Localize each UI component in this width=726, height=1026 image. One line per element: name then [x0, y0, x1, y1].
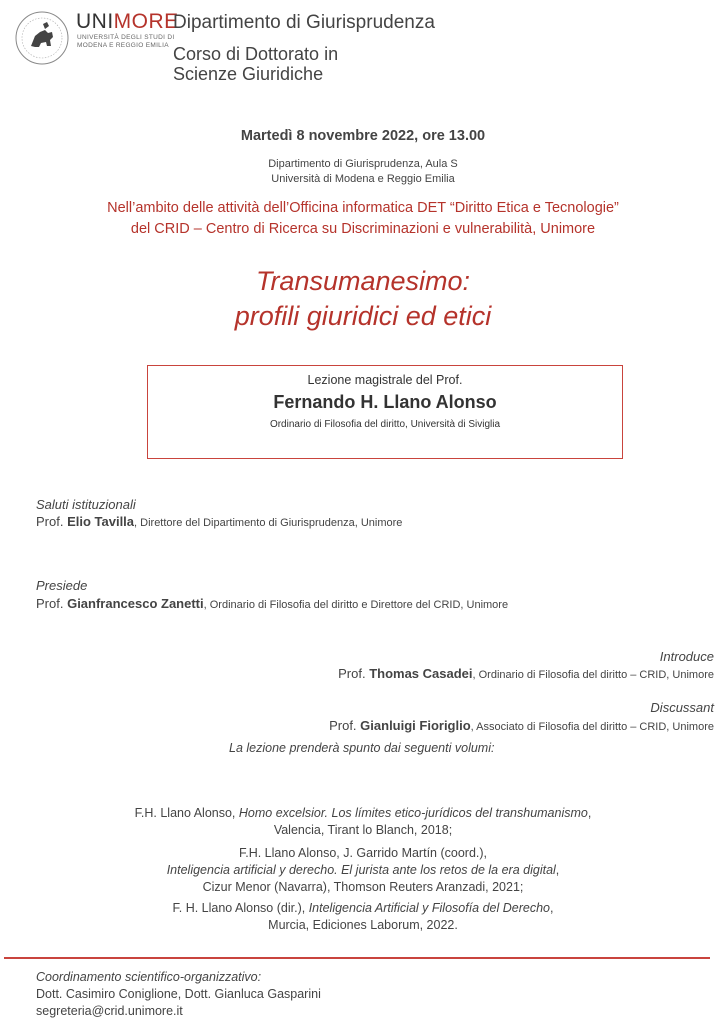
event-date: Martedì 8 novembre 2022, ore 13.00 — [240, 128, 486, 144]
discussant-person — [329, 718, 714, 733]
volume-1-end: , — [587, 806, 592, 820]
lecture-intro: Lezione magistrale del Prof. — [307, 373, 463, 387]
department-name: Dipartimento di Giurisprudenza — [173, 12, 435, 33]
volume-3-publisher: Murcia, Ediciones Laborum, 2022. — [268, 918, 458, 932]
introduce-person — [338, 666, 714, 681]
volume-1-publisher: Valencia, Tirant lo Blanch, 2018; — [273, 823, 453, 837]
volume-2-publisher: Cizur Menor (Navarra), Thomson Reuters Aranzadi, 2021; — [202, 880, 524, 894]
volume-3-author: F. H. Llano Alonso (dir.), — [172, 901, 309, 915]
course-line1: Corso di Dottorato in — [173, 44, 339, 64]
presiede-label: Presiede — [36, 578, 88, 593]
course-name — [173, 44, 338, 84]
university-seal-icon — [14, 10, 70, 66]
saluti-label: Saluti istituzionali — [36, 497, 136, 512]
introduce-name: Thomas Casadei — [369, 666, 473, 681]
saluti-person — [36, 514, 402, 529]
lecture-speaker: Fernando H. Llano Alonso — [273, 392, 497, 412]
footer-email[interactable]: segreteria@crid.unimore.it — [36, 1004, 183, 1018]
volume-3 — [0, 900, 726, 934]
unimore-logo — [76, 10, 179, 34]
footer-label: Coordinamento scientifico-organizzativo: — [36, 970, 262, 984]
saluti-prefix: Prof. — [36, 514, 68, 529]
saluti-desc: , Direttore del Dipartimento di Giurisprudenza, Unimore — [134, 517, 403, 529]
title-line1: Transumanesimo: — [255, 266, 471, 296]
footer-divider — [4, 957, 710, 959]
venue-line2: Università di Modena e Reggio Emilia — [271, 173, 455, 185]
volumes-intro: La lezione prenderà spunto dai seguenti volumi: — [229, 741, 495, 755]
volume-2-end: , — [555, 863, 560, 877]
discussant-label: Discussant — [650, 700, 714, 715]
discussant-name: Gianluigi Fioriglio — [360, 718, 471, 733]
volume-3-end: , — [550, 901, 554, 915]
presiede-desc: , Ordinario di Filosofia del diritto e Direttore del CRID, Unimore — [203, 599, 509, 611]
presiede-person — [36, 596, 508, 611]
presiede-prefix: Prof. — [36, 596, 68, 611]
logo-subtitle-line2: MODENA E REGGIO EMILIA — [77, 42, 169, 49]
introduce-prefix: Prof. — [338, 666, 370, 681]
volume-2 — [0, 845, 726, 896]
course-line2: Scienze Giuridiche — [173, 64, 324, 84]
volume-1-author: F.H. Llano Alonso, — [134, 806, 239, 820]
lecture-speaker-role: Ordinario di Filosofia del diritto, Università di Siviglia — [269, 419, 501, 430]
volume-1 — [0, 805, 726, 839]
logo-subtitle-line1: UNIVERSITÀ DEGLI STUDI DI — [77, 34, 175, 41]
context-line2: del CRID – Centro di Ricerca su Discriminazioni e vulnerabilità, Unimore — [130, 221, 596, 237]
introduce-desc: , Ordinario di Filosofia del diritto – CRID, Unimore — [472, 669, 714, 681]
discussant-desc: , Associato di Filosofia del diritto – CRID, Unimore — [470, 721, 714, 733]
footer-names: Dott. Casimiro Coniglione, Dott. Gianluca Gasparini — [36, 987, 321, 1001]
title-line2: profili giuridici ed etici — [234, 301, 492, 331]
venue-line1: Dipartimento di Giurisprudenza, Aula S — [268, 158, 458, 170]
logo-more: MORE — [113, 10, 179, 33]
volume-3-title: Inteligencia Artificial y Filosofía del Derecho — [308, 901, 551, 915]
discussant-prefix: Prof. — [329, 718, 361, 733]
volume-2-author: F.H. Llano Alonso, J. Garrido Martín (coord.), — [238, 846, 488, 860]
logo-uni: UNI — [76, 10, 114, 33]
saluti-name: Elio Tavilla — [67, 514, 135, 529]
footer — [36, 969, 321, 1020]
event-title — [0, 264, 726, 334]
presiede-name: Gianfrancesco Zanetti — [67, 596, 204, 611]
logo-subtitle — [77, 34, 174, 50]
introduce-label: Introduce — [659, 649, 714, 664]
event-venue — [0, 157, 726, 187]
volume-1-title: Homo excelsior. Los límites etico-jurídicos del transhumanismo — [238, 806, 588, 820]
context-line1: Nell’ambito delle attività dell’Officina informatica DET “Diritto Etica e Tecnologie” — [107, 200, 619, 216]
event-context — [0, 198, 726, 240]
volume-2-title: Inteligencia artificial y derecho. El jurista ante los retos de la era digital — [166, 863, 556, 877]
lecture-box — [147, 365, 623, 459]
